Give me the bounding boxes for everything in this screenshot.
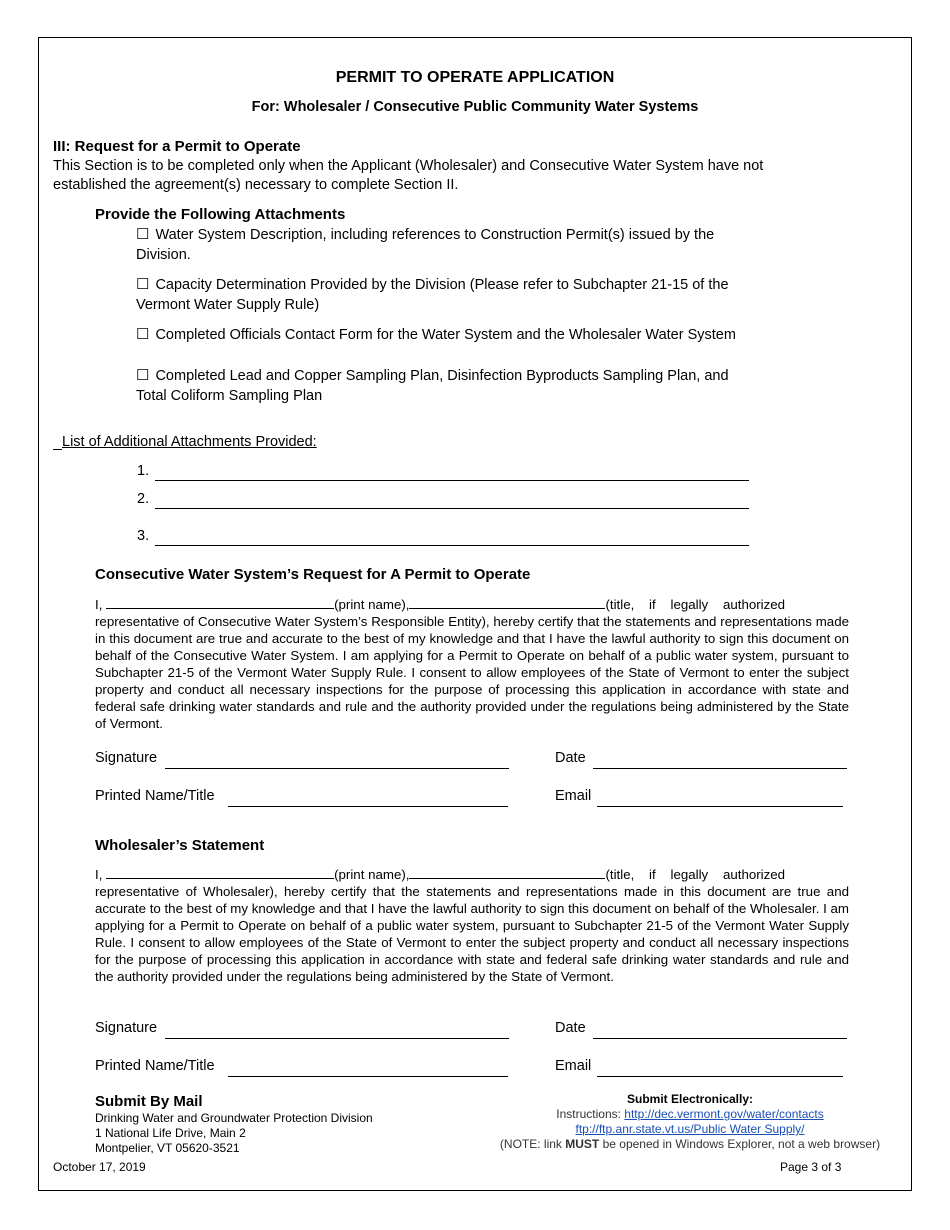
checkbox[interactable]: ☐ — [136, 276, 150, 293]
wholesaler-signature-field[interactable]: Signature — [95, 1020, 509, 1040]
wholesaler-statement-heading: Wholesaler’s Statement — [95, 837, 265, 854]
wholesaler-printed-name-field[interactable]: Printed Name/Title — [95, 1058, 508, 1078]
additional-attachment-line-3[interactable]: 3. — [137, 528, 749, 546]
consecutive-date-field[interactable]: Date — [555, 750, 847, 770]
additional-attachment-line-1[interactable]: 1. — [137, 463, 749, 481]
consecutive-email-field[interactable]: Email — [555, 788, 843, 808]
title-field[interactable] — [409, 866, 605, 879]
ftp-link[interactable]: ftp://ftp.anr.state.vt.us/Public Water Supply/ — [575, 1122, 805, 1136]
consecutive-request-heading: Consecutive Water System’s Request for A Permit to Operate — [95, 566, 531, 583]
page-number: Page 3 of 3 — [780, 1160, 842, 1174]
page-title: PERMIT TO OPERATE APPLICATION — [335, 69, 615, 86]
attachment-item-capacity-determination[interactable]: ☐ Capacity Determination Provided by the Division (Please refer to Subchapter 21-15 of the Vermont Water Supply Rule) — [136, 276, 729, 313]
attachment-item-sampling-plans[interactable]: ☐ Completed Lead and Copper Sampling Plan, Disinfection Byproducts Sampling Plan, and Total Coliform Sampling Plan — [136, 367, 729, 404]
instructions-link[interactable]: http://dec.vermont.gov/water/contacts — [624, 1107, 824, 1121]
consecutive-signature-field[interactable]: Signature — [95, 750, 509, 770]
consecutive-certification-paragraph: I, (print name), (title, if legally authorized representative of Consecutive Water System’s Responsible Entity), hereby certify that the statements and representations made in this document are true and accurate to the best of my knowledge and that I have the lawful authority to sign this document on behalf of the Consecutive Water System. I am applying for a Permit to Operate on behalf of a public water system, pursuant to Subchapter 21-5 of the Vermont Water Supply Rule. I consent to allow employees of the State of Vermont to enter the subject property and conduct all necessary inspections for the purpose of processing this application in accordance with state and federal safe drinking water standards and rule and the authority provided under the regulations being administered by the State of Vermont. — [95, 597, 849, 731]
print-name-field[interactable] — [106, 596, 334, 609]
print-name-field[interactable] — [106, 866, 334, 879]
checkbox[interactable]: ☐ — [136, 226, 150, 243]
additional-attachment-line-2[interactable]: 2. — [137, 491, 749, 509]
mailing-address: Drinking Water and Groundwater Protection Division 1 National Life Drive, Main 2 Montpelier, VT 05620-3521 — [95, 1111, 373, 1155]
footer-date: October 17, 2019 — [53, 1160, 146, 1174]
wholesaler-date-field[interactable]: Date — [555, 1020, 847, 1040]
submit-electronically-block: Submit Electronically: Instructions: http://dec.vermont.gov/water/contacts ftp://ftp.anr.state.vt.us/Public Water Supply/ (NOTE: link MUST be opened in Windows Explorer, not a web browser) — [499, 1092, 881, 1151]
wholesaler-email-field[interactable]: Email — [555, 1058, 843, 1078]
title-field[interactable] — [409, 596, 605, 609]
checkbox[interactable]: ☐ — [136, 326, 150, 343]
additional-attachments-label: List of Additional Attachments Provided: — [53, 434, 317, 450]
wholesaler-certification-paragraph: I, (print name), (title, if legally authorized representative of Wholesaler), hereby certify that the statements and representations made in this document are true and accurate to the best of my knowledge and that I have the lawful authority to sign this document on behalf of the Wholesaler. I am applying for a Permit to Operate on behalf of a public water system, pursuant to Subchapter 21-5 of the Vermont Water Supply Rule. I consent to allow employees of the State of Vermont to enter the subject property and conduct all necessary inspections for the purpose of processing this application in accordance with state and federal safe drinking water standards and rule and the authority provided under the regulations being administered by the State of Vermont. — [95, 867, 849, 984]
consecutive-printed-name-field[interactable]: Printed Name/Title — [95, 788, 508, 808]
page-subtitle: For: Wholesaler / Consecutive Public Community Water Systems — [251, 99, 699, 115]
attachment-item-water-system-description[interactable]: ☐ Water System Description, including references to Construction Permit(s) issued by the Division. — [136, 226, 715, 263]
submit-by-mail-heading: Submit By Mail — [95, 1093, 203, 1110]
checkbox[interactable]: ☐ — [136, 367, 150, 384]
section-title: III: Request for a Permit to Operate — [53, 138, 301, 155]
attachment-item-officials-contact-form[interactable]: ☐ Completed Officials Contact Form for the Water System and the Wholesaler Water System — [136, 326, 736, 343]
section-description: This Section is to be completed only when the Applicant (Wholesaler) and Consecutive Water System have not established the agreement(s) necessary to complete Section II. — [53, 158, 764, 193]
attachments-heading: Provide the Following Attachments — [95, 206, 346, 223]
